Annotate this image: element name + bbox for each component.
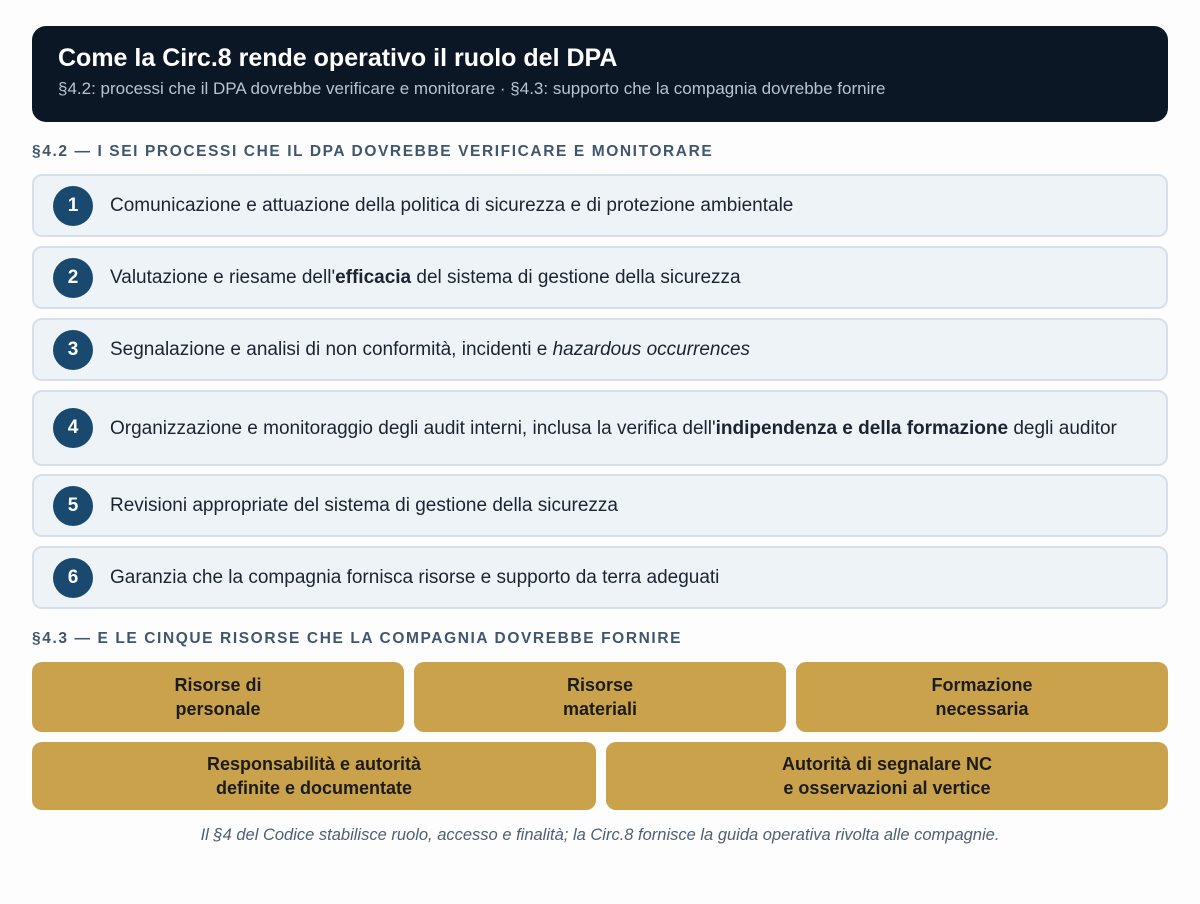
emphasis-bold: efficacia [335, 267, 412, 288]
process-text: Comunicazione e attuazione della politica di sicurezza e di protezione ambientale [110, 195, 794, 216]
resource-card-training: Formazione necessaria [796, 662, 1168, 732]
page-title: Come la Circ.8 rende operativo il ruolo del DPA [58, 44, 618, 72]
process-item-4 [32, 390, 1168, 466]
section-42-label: §4.2 — I SEI PROCESSI CHE IL DPA DOVREBBE VERIFICARE E MONITORARE [32, 143, 714, 160]
process-number-badge: 1 [53, 186, 93, 226]
process-item-5 [32, 474, 1168, 537]
process-number-badge: 4 [53, 408, 93, 448]
emphasis-italic: hazardous occurrences [552, 339, 751, 360]
process-text: Segnalazione e analisi di non conformità, incidenti e hazardous occurrences [110, 339, 751, 360]
process-number-badge: 6 [53, 558, 93, 598]
process-text: Valutazione e riesame dell'efficacia del sistema di gestione della sicurezza [110, 267, 741, 288]
process-number-badge: 3 [53, 330, 93, 370]
process-item-2 [32, 246, 1168, 309]
section-43-label: §4.3 — E LE CINQUE RISORSE CHE LA COMPAGNIA DOVREBBE FORNIRE [32, 630, 683, 647]
header-banner [32, 26, 1168, 122]
resource-card-responsibility: Responsabilità e autorità definite e documentate [32, 742, 596, 810]
process-text: Garanzia che la compagnia fornisca risorse e supporto da terra adeguati [110, 567, 720, 588]
footnote: Il §4 del Codice stabilisce ruolo, accesso e finalità; la Circ.8 fornisce la guida operativa rivolta alle compagnie. [200, 826, 1000, 844]
process-item-1 [32, 174, 1168, 237]
process-number-badge: 2 [53, 258, 93, 298]
process-text: Organizzazione e monitoraggio degli audit interni, inclusa la verifica dell'indipendenza e della formazione degli auditor [110, 417, 1117, 439]
process-number-badge: 5 [53, 486, 93, 526]
resource-card-personnel: Risorse di personale [32, 662, 404, 732]
resource-card-reporting-authority: Autorità di segnalare NC e osservazioni al vertice [606, 742, 1168, 810]
resource-card-material: Risorse materiali [414, 662, 786, 732]
page-subtitle: §4.2: processi che il DPA dovrebbe verificare e monitorare · §4.3: supporto che la compagnia dovrebbe fornire [58, 79, 886, 98]
process-text: Revisioni appropriate del sistema di gestione della sicurezza [110, 495, 618, 516]
process-item-6 [32, 546, 1168, 609]
process-item-3 [32, 318, 1168, 381]
emphasis-bold: indipendenza e della formazione [715, 417, 1009, 439]
